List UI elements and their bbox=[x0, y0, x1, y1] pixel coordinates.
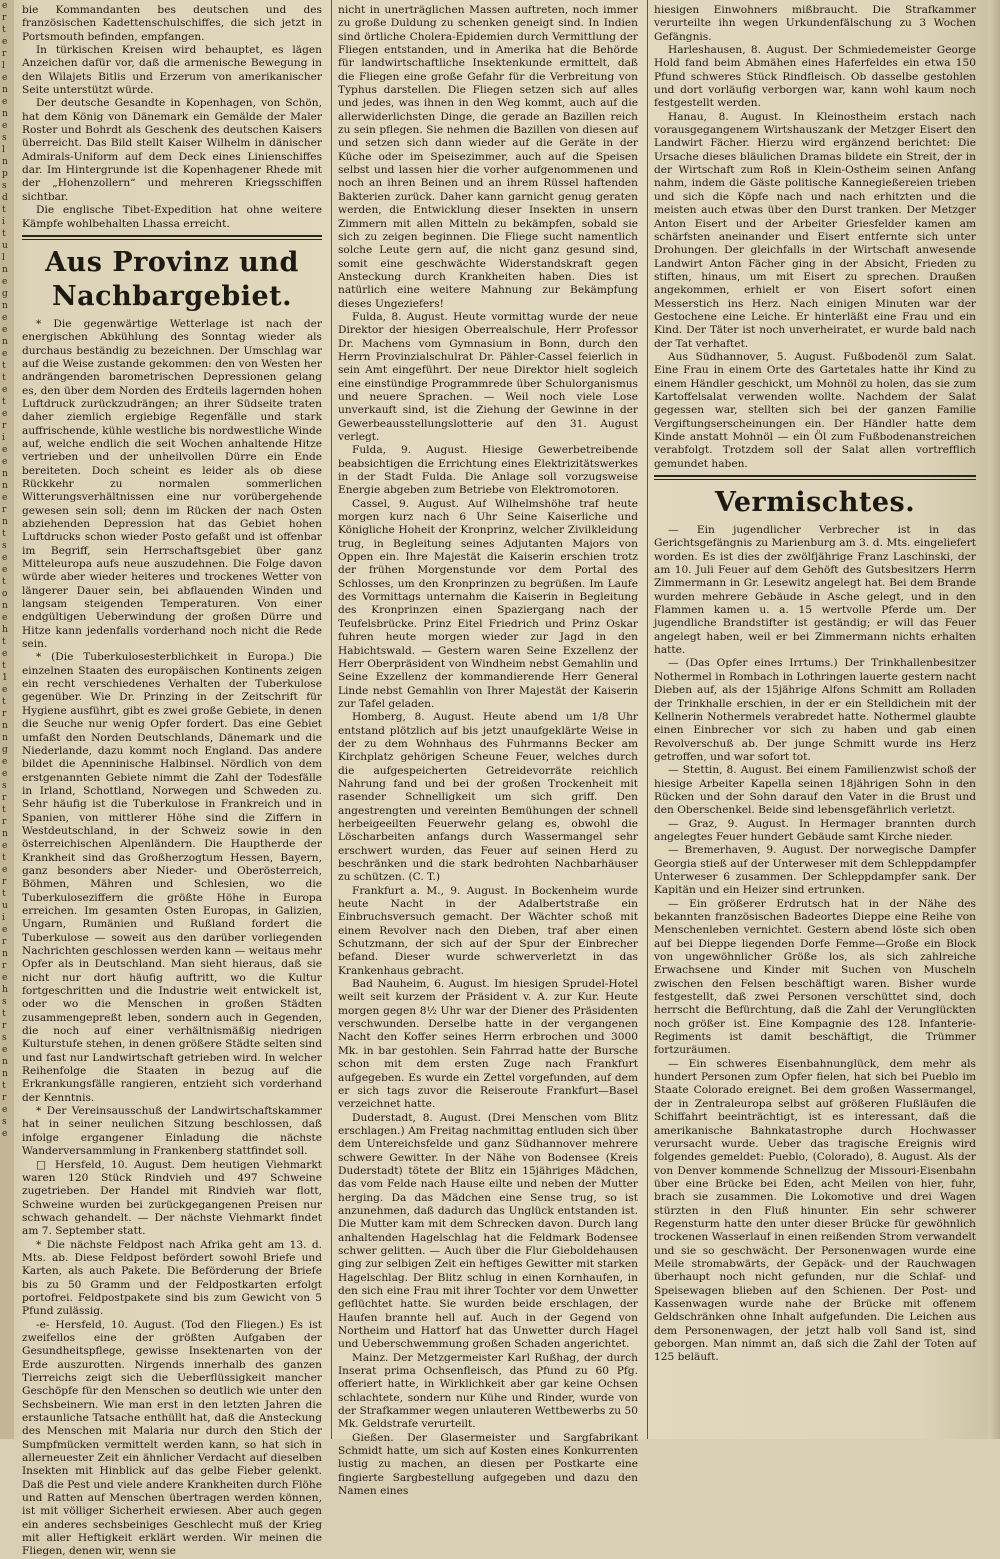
margin-letter: e bbox=[2, 925, 8, 935]
article-paragraph: Aus Südhannover, 5. August. Fußbodenöl zum Salat. Eine Frau in einem Orte des Gartetales hatte ihr Kind zu einem Händler geschickt, um Mohnöl zu holen, das sie zum Kartoffelsalat verwenden wollte. Nachdem der Salat gegessen war, stellten sich bei der ganzen Familie Vergiftungserscheinungen ein. Der Händler hatte dem Kinde anstatt Mohnöl — ein Öl zum Fußbodenanstreichen verabfolgt. Trotzdem soll der Salat allen vortrefflich gemundet haben. bbox=[654, 350, 976, 470]
margin-letter: h bbox=[2, 985, 8, 995]
margin-letter: n bbox=[2, 301, 8, 311]
article-paragraph: Harleshausen, 8. August. Der Schmiedemeister George Hold fand beim Abmähen eines Haferfeldes ein etwa 150 Pfund schweres Stück Rindfleisch. Ob dasselbe gestohlen und dort vorläufig verborgen war, kann wohl kaum noch festgestellt werden. bbox=[654, 44, 976, 110]
column-2 bbox=[338, 4, 638, 1498]
margin-letter: e bbox=[2, 409, 8, 419]
margin-letter: l bbox=[2, 61, 5, 71]
margin-letter: e bbox=[2, 445, 8, 455]
margin-letter: e bbox=[2, 553, 8, 563]
section-heading-vermischtes: Vermischtes. bbox=[714, 487, 916, 519]
margin-letter: s bbox=[2, 1117, 7, 1127]
article-paragraph: Duderstadt, 8. August. (Drei Menschen vom Blitz erschlagen.) Am Freitag nachmittag entluden sich über dem Untereichsfelde und ganz Südhannover mehrere schwere Gewitter. In der Nähe von Bodensee (Kreis Duderstadt) tötete der Blitz ein 15jähriges Mädchen, das vom Felde nach Hause eilte und neben der Mutter herging. Da das Mädchen eine Sense trug, so ist anzunehmen, daß dadurch das Unglück entstanden ist. Die Mutter kam mit dem Schrecken davon. Durch lang anhaltenden Hagelschlag hat die Feldmark Bodensee schwer gelitten. — Auch über die Flur Gieboldehausen ging zur selbigen Zeit ein heftiges Gewitter mit starken Hagelschlag. Der Blitz schlug in einen Kornhaufen, in den sich eine Frau mit ihrer Tochter vor dem Unwetter geflüchtet hatte. Sie wurden beide erschlagen, der Haufen brannte hell auf. Auch in der Gegend von Northeim und Hattorf hat das Unwetter durch Hagel und Ueberschwemmung großen Schaden angerichtet. bbox=[338, 1111, 638, 1351]
margin-letter: t bbox=[2, 397, 6, 407]
article-paragraph: □ Hersfeld, 10. August. Dem heutigen Viehmarkt waren 120 Stück Rindvieh und 497 Schweine zugetrieben. Der Handel mit Rindvieh war flott, Schweine wurden bei zurückgegangenen Preisen nur schwach gehandelt. — Der nächste Viehmarkt findet am 7. September statt. bbox=[22, 1158, 322, 1238]
section-divider bbox=[654, 475, 976, 480]
margin-letter: t bbox=[2, 577, 6, 587]
margin-letter: n bbox=[2, 733, 8, 743]
margin-letter: r bbox=[2, 709, 7, 719]
article-paragraph: — Ein größerer Erdrutsch hat in der Nähe des bekannten französischen Badeortes Dieppe eine Reihe von Menschenleben vernichtet. Gestern abend löste sich oben auf bei Dieppe liegenden Dorfe Femme—Große ein Block von ungewöhnlicher Größe los, als sich zahlreiche Erwachsene und Kinder mit Suchen von Muscheln zwischen den Felsen beschäftigt waren. Bisher wurde festgestellt, daß zwei Personen verschüttet sind, doch herrscht die Befürchtung, daß die Zahl der Verunglückten noch größer ist. Eine Kompagnie des 128. Infanterie-Regiments ist damit beschäftigt, die Trümmer fortzuräumen. bbox=[654, 897, 976, 1057]
margin-letter: i bbox=[2, 433, 5, 443]
article-paragraph: Cassel, 9. August. Auf Wilhelmshöhe traf heute morgen kurz nach 6 Uhr Seine Kaiserliche und Königliche Hoheit der Kronprinz, welcher Zivilkleidung trug, in Begleitung seines Adjutanten Majors von Oppen ein. Ihre Majestät die Kaiserin erschien trotz der frühen Morgenstunde vor dem Portal des Schlosses, um den Kronprinzen zu begrüßen. Im Laufe des Vormittags unternahm die Kaiserin in Begleitung des Kronprinzen einen Spaziergang nach der Teufelsbrücke. Prinz Eitel Friedrich und Prinz Oskar fuhren heute morgen wieder zur Jagd in den Habichtswald. — Gestern waren Seine Exzellenz der Herr Oberpräsident von Windheim nebst Gemahlin und Seine Exzellenz der kommandierende Herr General Linde nebst Gemahlin von Ihrer Majestät der Kaiserin zur Tafel geladen. bbox=[338, 497, 638, 710]
margin-letter: n bbox=[2, 601, 8, 611]
margin-letter: n bbox=[2, 517, 8, 527]
margin-letter: e bbox=[2, 613, 8, 623]
margin-letter: s bbox=[2, 133, 7, 143]
article-paragraph: Bad Nauheim, 6. August. Im hiesigen Sprudel-Hotel weilt seit kurzem der Präsident v. A. zur Kur. Heute morgen gegen 8½ Uhr war der Diener des Präsidenten verschwunden. Derselbe hatte in der vergangenen Nacht den Koffer seines Herrn erbrochen und 3000 Mk. in bar gestohlen. Sein Fahrrad hatte der Bursche schon mit dem ersten Zuge nach Frankfurt aufgegeben. Es wurde ein Zettel vorgefunden, auf dem er sich tags zuvor die Reiseroute Frankfurt—Basel verzeichnet hatte. bbox=[338, 978, 638, 1111]
margin-letter: t bbox=[2, 853, 6, 863]
margin-letter: g bbox=[2, 745, 8, 755]
right-page-edge bbox=[988, 0, 1000, 1439]
margin-letter: s bbox=[2, 997, 7, 1007]
article-paragraph: -e- Hersfeld, 10. August. (Tod den Fliegen.) Es ist zweifellos eine der größten Aufgaben der Gesundheitspflege, gewisse Insektenarten von der Erde auszurotten. Nirgends innerhalb des ganzen Tierreichs zeigt sich die Ueberflüssigkeit mancher Geschöpfe für den Menschen so deutlich wie unter den Sechsbeinern. Wie man erst in den letzten Jahren die erstaunliche Tatsache enthüllt hat, daß die Ansteckung des Menschen mit Malaria nur durch den Stich der Sumpfmücken vermittelt werden kann, so hat sich in allerneuester Zeit ein ähnlicher Verdacht auf dieselben Insekten mit Hinblick auf das gelbe Fieber gelenkt. Daß die Pest und viele andere Krankheiten durch Flöhe und Ratten auf Menschen übertragen werden können, ist mit völliger Sicherheit erwiesen. Aber auch gegen ein anderes sechsbeiniges Geschlecht muß der Krieg mit aller Heftigkeit erklärt werden. Wir meinen die Fliegen, denen wir, wenn sie bbox=[22, 1318, 322, 1558]
margin-letter: e bbox=[2, 277, 8, 287]
margin-letter: r bbox=[2, 937, 7, 947]
margin-letter: t bbox=[2, 889, 6, 899]
margin-letter: e bbox=[2, 1045, 8, 1055]
article-paragraph: Gießen. Der Glasermeister und Sargfabrikant Schmidt hatte, um sich auf Kosten eines Konkurrenten lustig zu machen, an diesen per Postkarte eine fingierte Sargbestellung aufgegeben und dazu den Namen eines bbox=[338, 1431, 638, 1498]
article-paragraph: nicht in unerträglichen Massen auftreten, noch immer zu große Duldung zu schenken geneigt sind. In Indien sind örtliche Cholera-Epidemien durch Vermittlung der Fliegen entstanden, und in Amerika hat die Behörde für landwirtschaftliche Insektenkunde ermittelt, daß die Fliegen eine große Gefahr für die Verbreitung von Typhus darstellen. Die Fliegen setzen sich auf alles und jedes, was ihnen in den Weg kommt, auch auf die allerwiderlichsten Dinge, die gerade an Bazillen reich zu sein pflegen. Sie nehmen die Bazillen von diesen auf und setzen sich dann wieder auf die Geräte in der Küche oder im Speisezimmer, auch auf die Speisen selbst und lassen hier die vorher aufgenommenen und noch an ihren Beinen und an ihrem Rüssel haftenden Bakterien zurück. Daher kann garnicht genug geraten werden, die Entwicklung dieser Insekten in unsern Zimmern mit allen Mitteln zu bekämpfen, sobald sie sich zu zeigen beginnen. Die Fliege sucht namentlich solche Leute gern auf, die nicht ganz gesund sind, somit eine geschwächte Widerstandskraft gegen Ansteckung durch Krankheiten haben. Dies ist natürlich eine weitere Mahnung zur Bekämpfung dieses Ungeziefers! bbox=[338, 4, 638, 310]
margin-letter: e bbox=[2, 649, 8, 659]
article-paragraph: In türkischen Kreisen wird behauptet, es lägen Anzeichen dafür vor, daß die armenische Bewegung in den Wilajets Bitlis und Erzerum von amerikanischer Seite unterstützt würde. bbox=[22, 44, 322, 97]
left-margin-strip bbox=[0, 0, 14, 1439]
margin-letter: e bbox=[2, 1129, 8, 1139]
margin-letter: r bbox=[2, 505, 7, 515]
margin-letter: e bbox=[2, 325, 8, 335]
margin-letter: e bbox=[2, 313, 8, 323]
article-paragraph: — Ein schweres Eisenbahnunglück, dem mehr als hundert Personen zum Opfer fielen, hat sich bei Pueblo im Staate Colorado ereignet. Bei dem großen Wassermangel, der in Zentraleuropa selbst auf größeren Flußläufen die Schiffahrt beeinträchtigt, ist es interessant, daß die amerikanische Bahnkatastrophe durch Hochwasser verursacht wurde. Ueber das tragische Ereignis wird folgendes gemeldet: Pueblo, (Colorado), 8. August. Als der von Denver kommende Schnellzug der Missouri-Eisenbahn über eine Brücke bei Eden, acht Meilen von hier, fuhr, brach sie zusammen. Die Lokomotive und drei Wagen stürzten in den Fluß hinunter. Ein sehr schwerer Regensturm hatte den unter dieser Brücke für gewöhnlich trockenen Wasserlauf in einen reißenden Strom verwandelt und sie so geschwächt. Der Personenwagen wurde eine Meile stromabwärts, der Gepäck- und der Rauchwagen überhaupt noch nicht gefunden, nur die Schlaf- und Speisewagen blieben auf den Schienen. Der Post- und Kassenwagen wurde nahe der Brücke mit offenem Geldschränken ohne Inhalt aufgefunden. Die Leichen aus dem Personenwagen, der jetzt halb voll Sand ist, sind geborgen. Man nimmt an, daß sich die Zahl der Toten auf 125 beläuft. bbox=[654, 1057, 976, 1364]
article-paragraph: * (Die Tuberkulosesterblichkeit in Europa.) Die einzelnen Staaten des europäischen Kontinents zeigen ein recht verschiedenes Verhalten der Tuberkulose gegenüber. Wie Dr. Prinzing in der Zeitschrift für Hygiene ausführt, gibt es zwei große Gebiete, in denen die Seuche nur wenig Opfer fordert. Das eine Gebiet umfaßt den Norden Deutschlands, Dänemark und die Niederlande, dazu kommt noch England. Das andere bildet die Apenninische Halbinsel. Nördlich von dem erstgenannten Gebiete nimmt die Zahl der Todesfälle in Irland, Schottland, Norwegen und Schweden zu. Sehr häufig ist die Tuberkulose in Frankreich und in Spanien, von mittlerer Höhe sind die Ziffern in Westdeutschland, in der Schweiz sowie in den österreichischen Alpenländern. Die Hauptherde der Krankheit sind das Großherzogtum Hessen, Bayern, ganz besonders aber Nieder- und Oberösterreich, Böhmen, Mähren und Schlesien, wo die Tuberkuloseziffern die größte Höhe in Europa erreichen. Im gesamten Osten Europas, in Galizien, Ungarn, Rumänien und Rußland fordert die Tuberkulose — soweit aus den darüber vorliegenden Nachrichten geschlossen werden kann — weitaus mehr Opfer als in Deutschland. Man sieht hieraus, daß sie nicht nur dort häufig auftritt, wo die Kultur fortgeschritten und die Industrie weit entwickelt ist, oder wo die Menschen in großen Städten zusammengepreßt leben, sondern auch in Gegenden, die noch auf einer verhältnismäßig niedrigen Kulturstufe stehen, in denen größere Städte selten sind und fast nur Landwirtschaft getrieben wird. In welcher Reihenfolge die Staaten in bezug auf die Erkrankungsfälle rangieren, entzieht sich vorderhand der Kenntnis. bbox=[22, 651, 322, 1104]
margin-letter: r bbox=[2, 817, 7, 827]
margin-letter: e bbox=[2, 1105, 8, 1115]
margin-letter: t bbox=[2, 205, 6, 215]
margin-letter: i bbox=[2, 217, 5, 227]
margin-letter: e bbox=[2, 973, 8, 983]
column-rule-1 bbox=[331, 0, 332, 1439]
margin-letter: t bbox=[2, 229, 6, 239]
article-paragraph: — Graz, 9. August. In Hermager brannten durch angelegtes Feuer hundert Gebäude samt Kirche nieder. bbox=[654, 817, 976, 843]
margin-letter: n bbox=[2, 829, 8, 839]
margin-letter: u bbox=[2, 901, 8, 911]
margin-letter: e bbox=[2, 97, 8, 107]
margin-letter: l bbox=[2, 253, 5, 263]
margin-letter: r bbox=[2, 1021, 7, 1031]
margin-letter: t bbox=[2, 25, 6, 35]
margin-letter: r bbox=[2, 1093, 7, 1103]
margin-letter: n bbox=[2, 469, 8, 479]
article-paragraph: Hanau, 8. August. In Kleinostheim erstach nach vorausgegangenem Wirtshauszank der Metzger Eisert den Landwirt Fächer. Hierzu wird ergänzend berichtet: Die Ursache dieses bläulichen Dramas bildete ein Streit, der in der Wirtschaft zum Roß in Klein-Ostheim seinen Anfang nahm, indem die Gäste politische Kannegießereien trieben und sich die Köpfe nach und nach erhitzten und die meisten auch etwas über den Durst tranken. Der Metzger Anton Eisert und der Arbeiter Griesfelder kamen am schärfsten aneinander und Eisert entfernte sich unter Drohungen. Der gleichfalls in der Wirtschaft anwesende Landwirt Anton Fächer ging in der Absicht, Frieden zu stiften, hinaus, um mit Eisert zu sprechen. Draußen angekommen, erhielt er von Eisert sofort einen Messerstich ins Herz. Nach einigen Minuten war der Gestochene eine Leiche. Er hinterläßt eine Frau und ein Kind. Der Täter ist noch unverheiratet, er wurde bald nach der Tat verhaftet. bbox=[654, 110, 976, 350]
article-paragraph: Homberg, 8. August. Heute abend um 1/8 Uhr entstand plötzlich auf bis jetzt unaufgeklärte Weise in der zu dem Wohnhaus des Fuhrmanns Becker am Kirchplatz gehörigen Scheune Feuer, welches durch die aufgespeicherten Getreidevorräte reichlich Nahrung fand und bei der großen Trockenheit mit rasender Schnelligkeit um sich griff. Den angestrengten und vereinten Bemühungen der schnell herbeigeeilten Feuerwehr gelang es, obwohl die Löscharbeiten anfangs durch Wassermangel sehr erschwert wurden, das Feuer auf seinen Herd zu beschränken und die stark bedrohten Nachbarhäuser zu schützen. (C. T.) bbox=[338, 711, 638, 884]
margin-letter: n bbox=[2, 109, 8, 119]
article-paragraph: — Stettin, 8. August. Bei einem Familienzwist schoß der hiesige Arbeiter Kapella seinen 18jährigen Sohn in den Rücken und der Sohn darauf den Vater in die Brust und den Oberschenkel. Beide sind lebensgefährlich verletzt. bbox=[654, 764, 976, 817]
margin-letter: h bbox=[2, 625, 8, 635]
margin-letter: e bbox=[2, 73, 8, 83]
margin-letter: n bbox=[2, 1069, 8, 1079]
margin-letter: l bbox=[2, 145, 5, 155]
article-paragraph: — (Das Opfer eines Irrtums.) Der Trinkhallenbesitzer Nothermel in Rombach in Lothringen lauerte gestern nacht Dieben auf, als der 15jährige Alfons Schmitt am Rolladen der Trinkhalle erschien, in der er ein Stelldichein mit der Kellnerin Nothermels verabredet hatte. Nothermel glaubte einen Einbrecher vor sich zu haben und gab einen Revolverschuß ab. Der junge Schmitt wurde ins Herz getroffen, und war sofort tot. bbox=[654, 657, 976, 763]
margin-letter: n bbox=[2, 949, 8, 959]
margin-letter: e bbox=[2, 865, 8, 875]
margin-letter: n bbox=[2, 721, 8, 731]
article-paragraph: Der deutsche Gesandte in Kopenhagen, von Schön, hat dem König von Dänemark ein Gemälde der Maler Roster und Bohrdt als Geschenk des deutschen Kaisers überreicht. Das Bild stellt Kaiser Wilhelm in dänischer Admirals-Uniform auf dem Deck eines Linienschiffes dar. Im Hintergrunde ist die Kopenhagener Rhede mit der „Hohenzollern“ und mehreren Kriegsschiffen sichtbar. bbox=[22, 97, 322, 203]
margin-letter: s bbox=[2, 181, 7, 191]
article-paragraph: Die englische Tibet-Expedition hat ohne weitere Kämpfe wohlbehalten Lhassa erreicht. bbox=[22, 204, 322, 230]
margin-letter: r bbox=[2, 13, 7, 23]
article-paragraph: * Die nächste Feldpost nach Afrika geht am 13. d. Mts. ab. Diese Feldpost befördert sowohl Briefe und Karten, als auch Pakete. Die Beförderung der Briefe bis zu 50 Gramm und der Feldpostkarten erfolgt portofrei. Feldpostpakete sind bis zum Gewicht von 5 Pfund zulässig. bbox=[22, 1238, 322, 1318]
margin-letter: e bbox=[2, 457, 8, 467]
margin-letter: t bbox=[2, 805, 6, 815]
article-paragraph: Mainz. Der Metzgermeister Karl Rußhag, der durch Inserat prima Ochsenfleisch, das Pfund zu 60 Pfg. offeriert hatte, in Wirklichkeit aber gar keine Ochsen schlachtete, sondern nur Kühe und Rinder, wurde von der Strafkammer wegen unlauteren Wettbewerbs zu 50 Mk. Geldstrafe verurteilt. bbox=[338, 1351, 638, 1431]
margin-letter: e bbox=[2, 385, 8, 395]
margin-letter: o bbox=[2, 589, 8, 599]
margin-letter: t bbox=[2, 373, 6, 383]
column-1 bbox=[22, 4, 322, 1558]
article-paragraph: hiesigen Einwohners mißbraucht. Die Strafkammer verurteilte ihn wegen Urkundenfälschung zu 3 Wochen Gefängnis. bbox=[654, 4, 976, 43]
margin-letter: d bbox=[2, 193, 8, 203]
margin-letter: g bbox=[2, 289, 8, 299]
article-paragraph: * Der Vereinsausschuß der Landwirtschaftskammer hat in seiner neulichen Sitzung beschlossen, daß infolge ergangener Einladung die nächste Wanderversammlung in Frankenberg stattfindet soll. bbox=[22, 1105, 322, 1158]
margin-letter: r bbox=[2, 793, 7, 803]
margin-letter: e bbox=[2, 757, 8, 767]
margin-letter: r bbox=[2, 49, 7, 59]
section-heading-provinz: Aus Provinz und Nachbargebiet. bbox=[45, 246, 299, 312]
margin-letter: t bbox=[2, 361, 6, 371]
margin-letter: n bbox=[2, 481, 8, 491]
margin-letter: e bbox=[2, 769, 8, 779]
margin-letter: e bbox=[2, 493, 8, 503]
margin-letter: t bbox=[2, 529, 6, 539]
margin-letter: n bbox=[2, 157, 8, 167]
article-paragraph: Fulda, 8. August. Heute vormittag wurde der neue Direktor der hiesigen Oberrealschule, Herr Professor Dr. Machens vom Gymnasium in Bonn, durch den Herrn Provinzialschulrat Dr. Pähler-Cassel feierlich in sein Amt eingeführt. Der neue Direktor hielt sogleich eine einstündige Programmrede über Schulorganismus und neuere Sprachen. — Weil noch viele Lose unverkauft sind, ist die Ziehung der Gewinne in der Gewerbeausstellungslotterie auf den 31. August verlegt. bbox=[338, 310, 638, 443]
margin-letter: n bbox=[2, 337, 8, 347]
margin-letter: t bbox=[2, 637, 6, 647]
margin-letter: n bbox=[2, 85, 8, 95]
margin-letter: e bbox=[2, 121, 8, 131]
margin-letter: p bbox=[2, 169, 8, 179]
column-3 bbox=[654, 4, 976, 1434]
margin-letter: e bbox=[2, 565, 8, 575]
margin-letter: e bbox=[2, 349, 8, 359]
margin-letter: n bbox=[2, 265, 8, 275]
margin-letter: s bbox=[2, 781, 7, 791]
column-rule-2 bbox=[647, 0, 648, 1439]
margin-letter: r bbox=[2, 877, 7, 887]
article-paragraph: Fulda, 9. August. Hiesige Gewerbetreibende beabsichtigen die Errichtung eines Elektrizitätswerkes in der Stadt Fulda. Die Anlage soll vorzugsweise Energie abgeben zum Betriebe von Elektromotoren. bbox=[338, 444, 638, 497]
margin-letter: e bbox=[2, 685, 8, 695]
margin-letter: t bbox=[2, 661, 6, 671]
margin-letter: 1 bbox=[2, 673, 8, 683]
margin-letter: u bbox=[2, 241, 8, 251]
margin-letter: s bbox=[2, 1033, 7, 1043]
margin-letter: t bbox=[2, 1081, 6, 1091]
margin-letter: i bbox=[2, 913, 5, 923]
margin-letter: t bbox=[2, 697, 6, 707]
margin-letter: e bbox=[2, 37, 8, 47]
margin-letter: s bbox=[2, 541, 7, 551]
article-paragraph: Frankfurt a. M., 9. August. In Bockenheim wurde heute Nacht in der Adalbertstraße ein Einbruchsversuch gemacht. Der Wächter schoß mit einem Revolver nach den Dieben, traf aber einen Schutzmann, der sich auf der Spur der Einbrecher befand. Dieser wurde schwerverletzt in das Krankenhaus gebracht. bbox=[338, 884, 638, 977]
article-paragraph: bie Kommandanten bes deutschen und des französischen Kadettenschulschiffes, die sich jetzt in Portsmouth befinden, empfangen. bbox=[22, 4, 322, 43]
section-divider bbox=[22, 235, 322, 240]
margin-letter: r bbox=[2, 961, 7, 971]
article-paragraph: * Die gegenwärtige Wetterlage ist nach der energischen Abkühlung des Sonntag wieder als durchaus beständig zu bezeichnen. Der Umschlag war auf die Weise zustande gekommen: den von Westen her andrängenden barometrischen Depressionen gelang es, den über dem Norden des Erdteils lagernden hohen Luftdruck zurückzudrängen; an ihrer Südseite traten daher ziemlich ergiebige Regenfälle und stark auffrischende, kühle westliche bis nordwestliche Winde auf, welche endlich die seit Wochen anhaltende Hitze vertrieben und der unheilvollen Dürre ein Ende bereiteten. Doch scheint es leider als ob diese Rückkehr zu normalen sommerlichen Witterungsverhältnissen eine nur vorübergehende gewesen sein soll; denn im Rücken der nach Osten abziehenden Depression hat das Gebiet hohen Luftdrucks schon wieder Posto gefaßt und ist offenbar im Begriff, sein Herrschaftsgebiet über ganz Mitteleuropa aufs neue auszudehnen. Die Folge davon würde aber wieder heiteres und trockenes Wetter von längerer Dauer sein, bei abflauenden Winden und langsam steigenden Temperaturen. Von einer endgültigen Ueberwindung der großen Dürre und Hitze kann jedenfalls vorderhand noch nicht die Rede sein. bbox=[22, 317, 322, 651]
margin-letter: e bbox=[2, 841, 8, 851]
margin-letter: r bbox=[2, 421, 7, 431]
margin-letter: t bbox=[2, 1009, 6, 1019]
article-paragraph: — Bremerhaven, 9. August. Der norwegische Dampfer Georgia stieß auf der Unterweser mit dem Schleppdampfer Unterweser 6 zusammen. Der Schleppdampfer sank. Der Kapitän und ein Heizer sind ertrunken. bbox=[654, 844, 976, 897]
margin-letter: n bbox=[2, 1057, 8, 1067]
article-paragraph: — Ein jugendlicher Verbrecher ist in das Gerichtsgefängnis zu Marienburg am 3. d. Mts. eingeliefert worden. Es ist dies der zwölfjährige Franz Laschinski, der am 10. Juli Feuer auf dem Gehöft des Gutsbesitzers Herrn Zimmermann in Gr. Lesewitz angelegt hat. Bei dem Brande wurden mehrere Gebäude in Asche gelegt, und in den Flammen kamen u. a. 15 wertvolle Pferde um. Der jugendliche Brandstifter ist geständig; er will das Feuer angelegt haben, weil er bei Zimmermann nichts erhalten hatte. bbox=[654, 524, 976, 657]
margin-letter: e bbox=[2, 1, 8, 11]
